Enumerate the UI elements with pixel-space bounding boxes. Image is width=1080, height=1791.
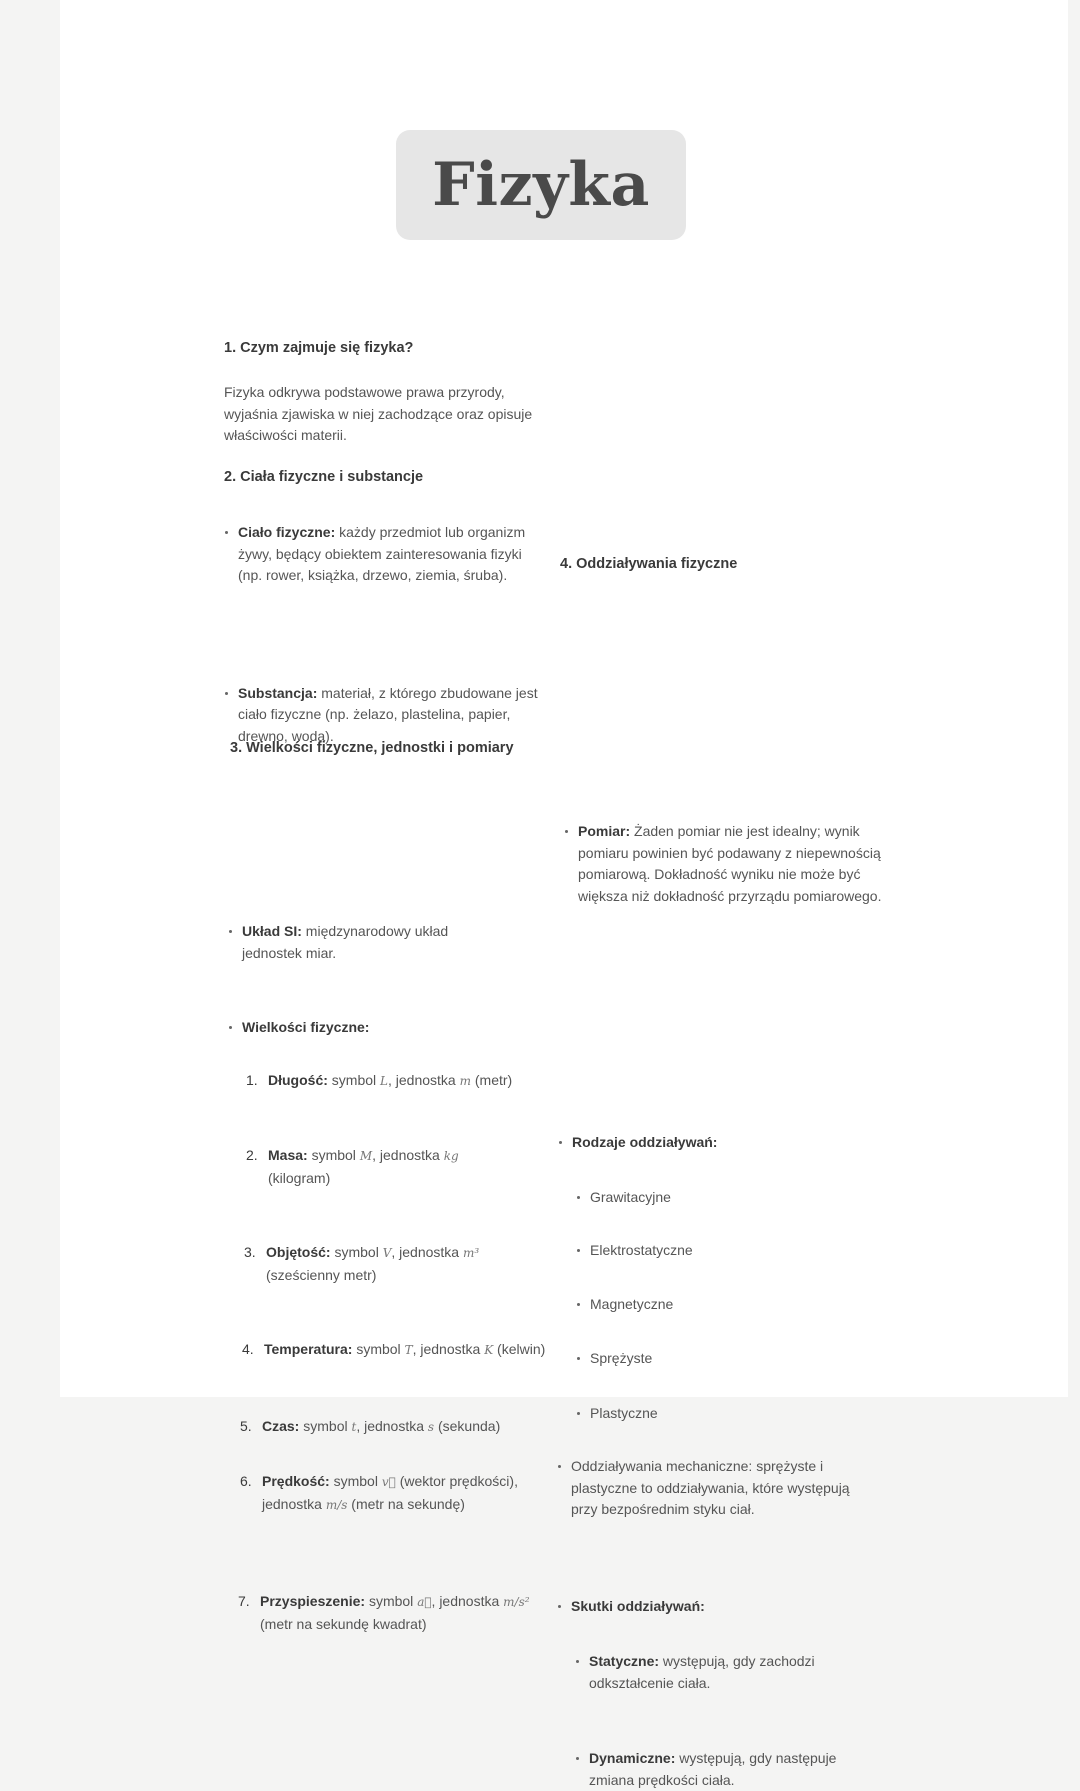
sub-item-sprezyste: Sprężyste — [576, 1348, 1080, 1370]
section-4-heading: 4. Oddziaływania fizyczne — [560, 556, 738, 572]
definition: międzynarodowy układ jednostek miar. — [242, 923, 449, 961]
definition: występują, gdy następuje zmiana prędkości ciała. — [589, 1750, 837, 1788]
term: Rodzaje oddziaływań: — [572, 1134, 718, 1150]
quantity-item: 6. Prędkość: symbol v⃗ (wektor prędkości), jednostka m/s (metr na sekundę) — [240, 1473, 518, 1512]
term: Układ SI: — [242, 923, 302, 939]
sub-item-dynamiczne — [575, 1748, 884, 1791]
sub-item-plastyczne: Plastyczne — [576, 1403, 1080, 1425]
quantity-item: 2. Masa: symbol M, jednostka kg (kilogram) — [246, 1147, 459, 1186]
quantity-item: 1. Długość: symbol L, jednostka m (metr) — [246, 1071, 513, 1088]
list-item-rodzaje — [558, 1132, 1080, 1154]
definition: materiał, z którego zbudowane jest ciało fizyczne (np. żelazo, plastelina, papier, drewno, woda). — [238, 684, 538, 744]
quantity-item: 4. Temperatura: symbol T, jednostka K (kelwin) — [242, 1341, 546, 1357]
term: Skutki oddziaływań: — [571, 1597, 705, 1614]
term: Substancja: — [238, 684, 318, 701]
section-3-heading: 3. Wielkości fizyczne, jednostki i pomiary — [230, 740, 514, 756]
sub-item-magnetyczne: Magnetyczne — [576, 1294, 1080, 1316]
quantity-item: 3. Objętość: symbol V, jednostka m³ (sześcienny metr) — [244, 1244, 480, 1283]
definition: Żaden pomiar nie jest idealny; wynik pomiaru powinien być podawany z niepewnością pomiarową. Dokładność wyniku nie może być większa niż dokładność przyrządu pomiarowego. — [578, 823, 882, 904]
sub-item-statyczne — [575, 1651, 869, 1694]
quantity-item: 5. Czas: symbol t, jednostka s (sekunda) — [240, 1417, 501, 1434]
sub-item-elektrostatyczne: Elektrostatyczne — [576, 1240, 1080, 1262]
list-item-oddzialywania-mechaniczne: Oddziaływania mechaniczne: sprężyste i plastyczne to oddziaływania, które występują przy bezpośrednim styku ciał. — [557, 1456, 871, 1521]
definition: występują, gdy zachodzi odkształcenie ciała. — [589, 1653, 815, 1691]
term: Wielkości fizyczne: — [242, 1019, 370, 1035]
list-item-wielkosci-fizyczne — [228, 1017, 1080, 1039]
definition: każdy przedmiot lub organizm żywy, będący obiektem zainteresowania fizyki (np. rower, książka, drzewo, ziemia, śruba). — [238, 524, 526, 583]
sub-item-grawitacyjne: Grawitacyjne — [576, 1187, 1080, 1209]
term: Dynamiczne: — [589, 1750, 676, 1766]
list-item-uklad-si — [228, 921, 502, 964]
quantity-item: 7. Przyspieszenie: symbol a⃗, jednostka m/s² (metr na sekundę kwadrat) — [238, 1593, 530, 1632]
section-1-heading: 1. Czym zajmuje się fizyka? — [224, 340, 414, 356]
list-item-substancja — [224, 683, 538, 748]
list-item-pomiar — [564, 821, 883, 907]
title-banner — [396, 130, 686, 240]
section-1-text: Fizyka odkrywa podstawowe prawa przyrody, wyjaśnia zjawiska w niej zachodzące oraz opisuje właściwości materii. — [224, 384, 533, 443]
term: Ciało fizyczne: — [238, 524, 336, 540]
list-item-skutki — [557, 1596, 1080, 1618]
term: Statyczne: — [589, 1653, 660, 1669]
list-item-cialo-fizyczne — [224, 522, 538, 587]
section-2-heading: 2. Ciała fizyczne i substancje — [224, 469, 424, 485]
term: Pomiar: — [578, 823, 631, 839]
page-title: Fizyka — [432, 150, 650, 220]
